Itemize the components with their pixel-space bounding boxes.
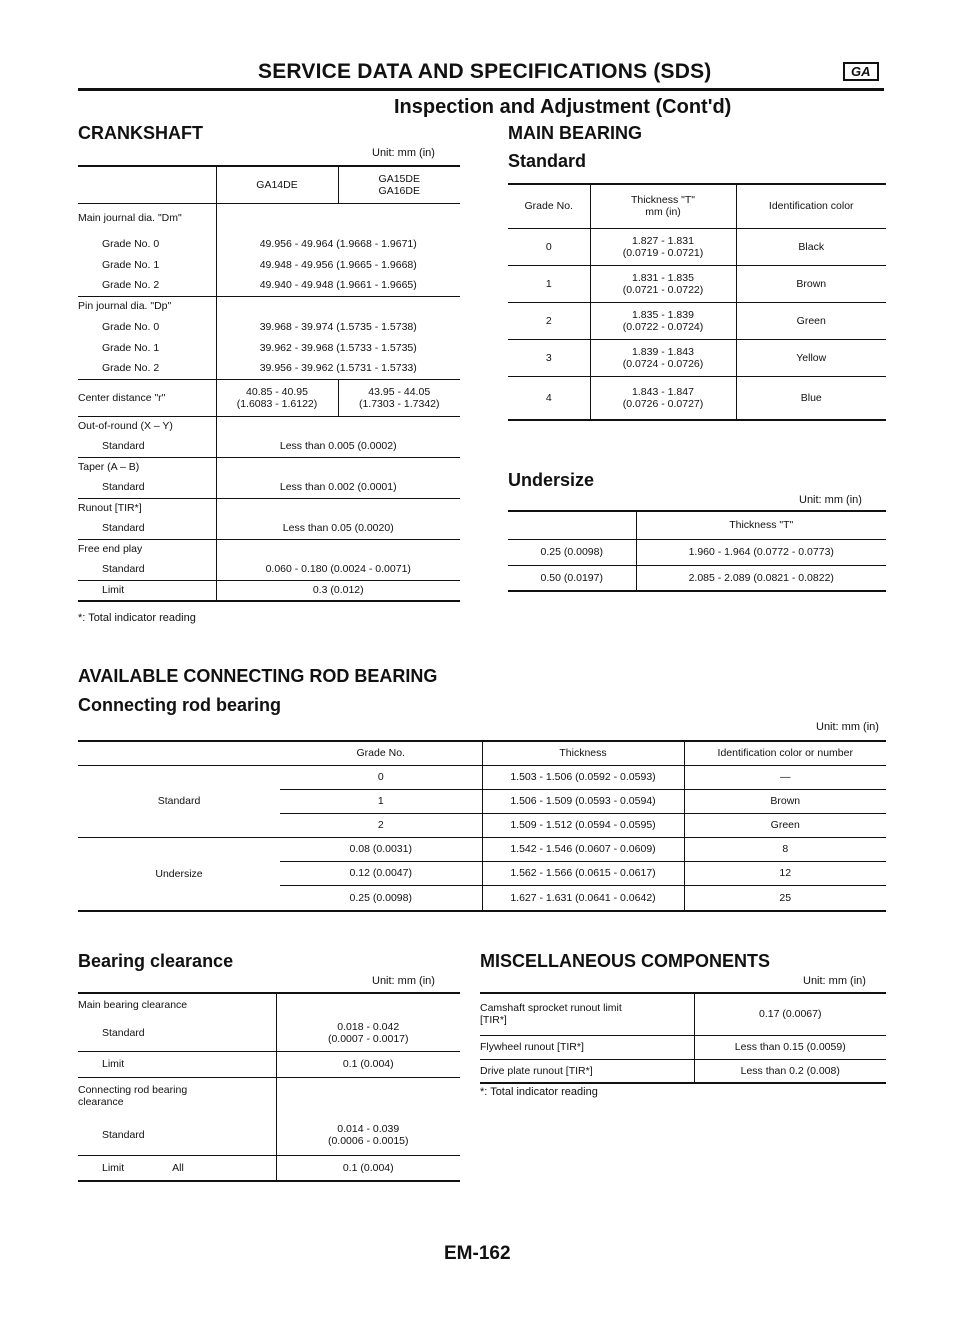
taper-std: Standard [102, 481, 145, 494]
undersize-table [508, 510, 886, 592]
endplay-label: Free end play [78, 543, 143, 556]
center-distance-b: 43.95 - 44.05 (1.7303 - 1.7342) [338, 379, 460, 416]
crankshaft-footnote: *: Total indicator reading [78, 612, 196, 624]
main-clearance-std: Standard [102, 1026, 145, 1039]
rod-under-id-2: 25 [684, 885, 886, 911]
header-rule [78, 88, 884, 91]
runout-value: Less than 0.05 (0.0020) [216, 518, 460, 539]
misc-unit: Unit: mm (in) [803, 975, 866, 987]
clearance-unit: Unit: mm (in) [372, 975, 435, 987]
taper-label: Taper (A – B) [78, 461, 140, 474]
main-grade-2: Grade No. 2 [102, 279, 160, 292]
main-clearance-label: Main bearing clearance [78, 998, 188, 1011]
mb-grade-3: 3 [545, 351, 552, 364]
rod-under-thickness-2: 1.627 - 1.631 (0.0641 - 0.0642) [482, 885, 684, 911]
mb-thickness-2: 1.835 - 1.839 (0.0722 - 0.0724) [590, 302, 736, 339]
pin-grade-2-value: 39.956 - 39.962 (1.5731 - 1.5733) [216, 358, 460, 379]
crankshaft-title: CRANKSHAFT [78, 123, 203, 143]
rod-clearance-limit: Limit All [102, 1161, 184, 1174]
rod-std-id-0: — [684, 765, 886, 789]
mb-color-4: Blue [736, 376, 886, 420]
mb-color-2: Green [736, 302, 886, 339]
clearance-table [78, 992, 460, 1182]
runout-label: Runout [TIR*] [78, 502, 142, 515]
out-of-round-std: Standard [102, 440, 145, 453]
center-distance-label: Center distance "r" [78, 391, 166, 404]
rod-under-thickness-1: 1.562 - 1.566 (0.0615 - 0.0617) [482, 861, 684, 885]
rod-header-grade: Grade No. [356, 747, 405, 760]
rod-under-id-1: 12 [684, 861, 886, 885]
out-of-round-value: Less than 0.005 (0.0002) [216, 436, 460, 457]
misc-flywheel-label: Flywheel runout [TIR*] [480, 1041, 584, 1053]
misc-driveplate-label: Drive plate runout [TIR*] [480, 1064, 593, 1077]
undersize-0-value: 1.960 - 1.964 (0.0772 - 0.0773) [636, 539, 886, 565]
page-subtitle: Inspection and Adjustment (Cont'd) [394, 96, 732, 118]
pin-grade-1: Grade No. 1 [102, 341, 160, 354]
misc-title: MISCELLANEOUS COMPONENTS [480, 951, 771, 971]
undersize-header: Thickness "T" [636, 511, 886, 539]
undersize-1: 0.50 (0.0197) [540, 571, 603, 584]
rod-title: AVAILABLE CONNECTING ROD BEARING [78, 666, 438, 686]
mb-header-grade: Grade No. [524, 200, 573, 213]
mb-color-0: Black [736, 228, 886, 265]
main-bearing-title: MAIN BEARING [508, 123, 642, 143]
mb-thickness-3: 1.839 - 1.843 (0.0724 - 0.0726) [590, 339, 736, 376]
rod-std-thickness-0: 1.503 - 1.506 (0.0592 - 0.0593) [482, 765, 684, 789]
mb-grade-4: 4 [545, 391, 552, 404]
runout-std: Standard [102, 522, 145, 535]
misc-driveplate-value: Less than 0.2 (0.008) [694, 1059, 886, 1083]
main-bearing-table [508, 183, 886, 421]
crankshaft-unit: Unit: mm (in) [372, 147, 435, 159]
main-bearing-std-title: Standard [508, 151, 587, 171]
rod-subtitle: Connecting rod bearing [78, 695, 282, 715]
endplay-limit-value: 0.3 (0.012) [216, 580, 460, 601]
main-clearance-std-value: 0.018 - 0.042 (0.0007 - 0.0017) [276, 1015, 460, 1051]
misc-flywheel-value: Less than 0.15 (0.0059) [694, 1035, 886, 1059]
misc-camshaft-value: 0.17 (0.0067) [694, 993, 886, 1035]
col-ga14de: GA14DE [216, 166, 338, 203]
main-grade-0-value: 49.956 - 49.964 (1.9668 - 1.9671) [216, 233, 460, 254]
out-of-round-label: Out-of-round (X – Y) [78, 420, 173, 433]
main-grade-0: Grade No. 0 [102, 237, 160, 250]
rod-undersize-label: Undersize [155, 867, 203, 880]
page-title: SERVICE DATA AND SPECIFICATIONS (SDS) [258, 60, 712, 83]
mb-grade-2: 2 [545, 314, 552, 327]
rod-under-grade-2: 0.25 (0.0098) [349, 891, 412, 904]
endplay-std-value: 0.060 - 0.180 (0.0024 - 0.0071) [216, 559, 460, 580]
mb-grade-0: 0 [545, 240, 552, 253]
rod-under-grade-1: 0.12 (0.0047) [349, 867, 412, 879]
rod-under-id-0: 8 [684, 837, 886, 861]
rod-std-grade-0: 0 [377, 771, 384, 783]
taper-value: Less than 0.002 (0.0001) [216, 477, 460, 498]
pin-grade-0: Grade No. 0 [102, 320, 160, 333]
rod-clearance-std-value: 0.014 - 0.039 (0.0006 - 0.0015) [276, 1115, 460, 1155]
rod-table [78, 740, 886, 912]
rod-std-grade-2: 2 [377, 819, 384, 831]
rod-std-id-2: Green [684, 813, 886, 837]
rod-std-thickness-2: 1.509 - 1.512 (0.0594 - 0.0595) [482, 813, 684, 837]
rod-header-id: Identification color or number [684, 741, 886, 765]
main-clearance-limit-value: 0.1 (0.004) [276, 1051, 460, 1077]
main-journal-label: Main journal dia. "Dm" [78, 212, 182, 225]
pin-journal-label: Pin journal dia. "Dp" [78, 300, 172, 313]
undersize-unit: Unit: mm (in) [799, 494, 862, 506]
main-grade-1: Grade No. 1 [102, 258, 160, 271]
mb-thickness-0: 1.827 - 1.831 (0.0719 - 0.0721) [590, 228, 736, 265]
clearance-title: Bearing clearance [78, 951, 234, 971]
main-grade-2-value: 49.940 - 49.948 (1.9661 - 1.9665) [216, 275, 460, 296]
section-badge: GA [843, 62, 879, 81]
misc-camshaft-label: Camshaft sprocket runout limit [TIR*] [480, 1002, 622, 1027]
pin-grade-1-value: 39.962 - 39.968 (1.5733 - 1.5735) [216, 337, 460, 358]
rod-header-thickness: Thickness [482, 741, 684, 765]
rod-std-grade-1: 1 [377, 795, 384, 807]
page-number: EM-162 [444, 1243, 511, 1264]
mb-grade-1: 1 [545, 277, 552, 290]
mb-header-color: Identification color [736, 184, 886, 228]
misc-footnote: *: Total indicator reading [480, 1086, 598, 1098]
rod-clearance-limit-value: 0.1 (0.004) [276, 1155, 460, 1181]
mb-color-3: Yellow [736, 339, 886, 376]
endplay-std: Standard [102, 563, 145, 576]
rod-std-thickness-1: 1.506 - 1.509 (0.0593 - 0.0594) [482, 789, 684, 813]
misc-table [480, 992, 886, 1084]
rod-clearance-label: Connecting rod bearing clearance [78, 1084, 188, 1109]
main-grade-1-value: 49.948 - 49.956 (1.9665 - 1.9668) [216, 254, 460, 275]
mb-header-thickness: Thickness "T" mm (in) [590, 184, 736, 228]
rod-standard-label: Standard [157, 795, 201, 807]
mb-thickness-4: 1.843 - 1.847 (0.0726 - 0.0727) [590, 376, 736, 420]
undersize-1-value: 2.085 - 2.089 (0.0821 - 0.0822) [636, 565, 886, 591]
rod-clearance-std: Standard [102, 1128, 145, 1141]
rod-under-grade-0: 0.08 (0.0031) [349, 843, 412, 855]
mb-color-1: Brown [736, 265, 886, 302]
undersize-title: Undersize [508, 470, 595, 490]
center-distance-a: 40.85 - 40.95 (1.6083 - 1.6122) [216, 379, 338, 416]
undersize-0: 0.25 (0.0098) [540, 546, 603, 558]
main-clearance-limit: Limit [102, 1058, 125, 1070]
mb-thickness-1: 1.831 - 1.835 (0.0721 - 0.0722) [590, 265, 736, 302]
crankshaft-table [78, 165, 460, 602]
pin-grade-2: Grade No. 2 [102, 362, 160, 375]
pin-grade-0-value: 39.968 - 39.974 (1.5735 - 1.5738) [216, 316, 460, 337]
rod-under-thickness-0: 1.542 - 1.546 (0.0607 - 0.0609) [482, 837, 684, 861]
endplay-limit: Limit [102, 584, 125, 597]
rod-unit: Unit: mm (in) [816, 721, 879, 733]
col-ga15-16de: GA15DE GA16DE [338, 166, 460, 203]
rod-std-id-1: Brown [684, 789, 886, 813]
